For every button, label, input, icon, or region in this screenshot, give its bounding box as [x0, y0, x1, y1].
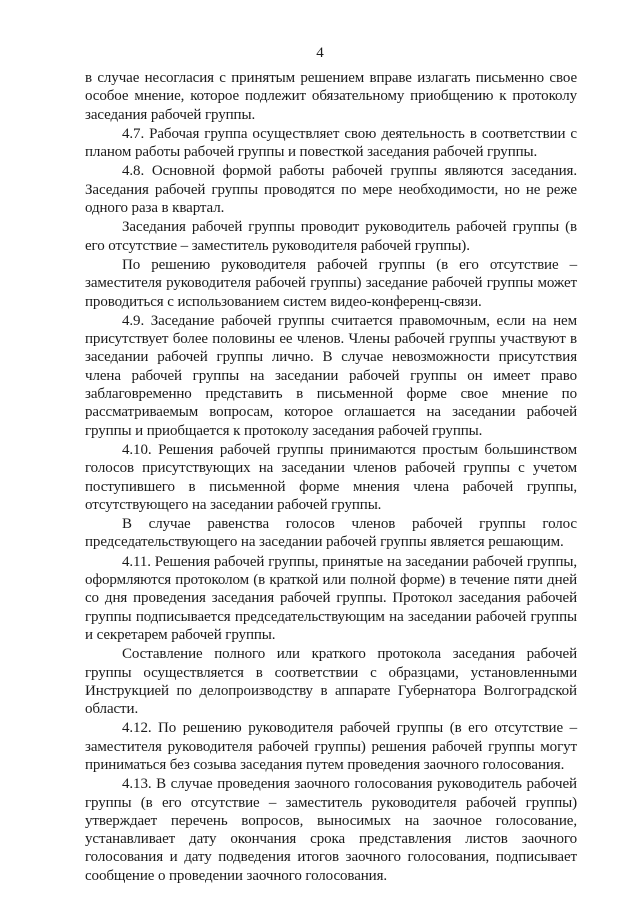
paragraph-4-11: 4.11. Решения рабочей группы, принятые на заседании рабочей группы, оформляются протоколом (в краткой или полной форме) в течение пяти дней со дня проведения заседания рабочей группы. Протокол заседания рабочей группы подписывается председательствующим на заседании рабочей группы и секретарем рабочей группы. — [85, 553, 577, 643]
paragraph-meeting-chair: Заседания рабочей группы проводит руководитель рабочей группы (в его отсутствие – заместитель руководителя рабочей группы). — [85, 219, 577, 254]
paragraph-protocol-compilation: Составление полного или краткого протокола заседания рабочей группы осуществляется в соответствии с образцами, установленными Инструкцией по делопроизводству в аппарате Губернатора Волгоградской области. — [85, 646, 577, 718]
paragraph-tie-vote: В случае равенства голосов членов рабочей группы голос председательствующего на заседании рабочей группы является решающим. — [85, 516, 577, 551]
paragraph-4-10: 4.10. Решения рабочей группы принимаются простым большинством голосов присутствующих на заседании членов рабочей группы с учетом поступившего в письменной форме мнения члена рабочей группы, отсутствующего на заседании рабочей группы. — [85, 441, 577, 513]
paragraph-4-8: 4.8. Основной формой работы рабочей группы являются заседания. Заседания рабочей группы проводятся по мере необходимости, но не реже одного раза в квартал. — [85, 163, 577, 217]
paragraph-4-12: 4.12. По решению руководителя рабочей группы (в его отсутствие – заместителя руководителя рабочей группы) решения рабочей группы могут приниматься без созыва заседания путем проведения заочного голосования. — [85, 720, 577, 773]
document-body — [85, 69, 577, 886]
paragraph-dissent-clause: в случае несогласия с принятым решением вправе излагать письменно свое особое мнение, которое подлежит обязательному приобщению к протоколу заседания рабочей группы. — [85, 70, 577, 123]
paragraph-4-9: 4.9. Заседание рабочей группы считается правомочным, если на нем присутствует более половины ее членов. Члены рабочей группы участвуют в заседании рабочей группы лично. В случае невозможности присутствия члена рабочей группы на заседании рабочей группы он имеет право заблаговременно представить в письменной форме свое мнение по рассматриваемым вопросам, которое оглашается на заседании рабочей группы и приобщается к протоколу заседания рабочей группы. — [85, 312, 577, 439]
paragraph-video-conference: По решению руководителя рабочей группы (в его отсутствие – заместителя руководителя рабочей группы) заседание рабочей группы может проводиться с использованием систем видео-конференц-связи. — [85, 256, 577, 310]
paragraph-4-7: 4.7. Рабочая группа осуществляет свою деятельность в соответствии с планом работы рабочей группы и повесткой заседания рабочей группы. — [85, 125, 577, 161]
page-number: 4 — [316, 45, 324, 61]
paragraph-4-13: 4.13. В случае проведения заочного голосования руководитель рабочей группы (в его отсутствие – заместитель руководителя рабочей группы) утверждает перечень вопросов, выносимых на заочное голосование, устанавливает дату окончания срока представления листов заочного голосования и дату подведения итогов заочного голосования, подписывает сообщение о проведении заочного голосования. — [85, 776, 577, 884]
